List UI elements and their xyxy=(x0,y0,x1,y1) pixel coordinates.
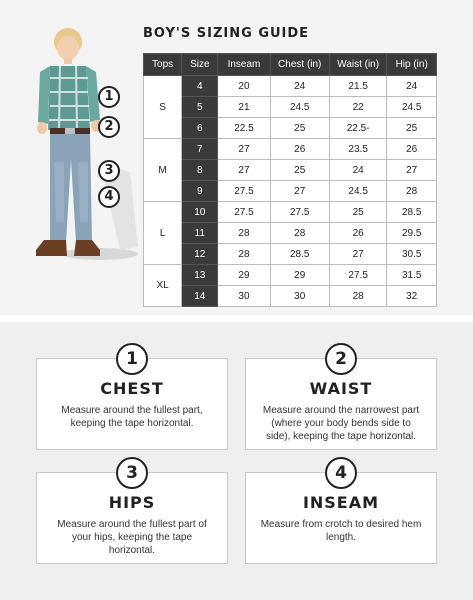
table-row xyxy=(144,265,437,286)
hip-cell: 31.5 xyxy=(387,265,437,286)
chest-cell: 28.5 xyxy=(270,244,329,265)
hip-cell: 26 xyxy=(387,139,437,160)
hip-cell: 32 xyxy=(387,286,437,307)
inseam-cell: 29 xyxy=(218,265,270,286)
marker-hips: 3 xyxy=(98,160,120,182)
measurement-section xyxy=(0,322,473,600)
header-size: Size xyxy=(182,54,218,76)
waist-cell: 27.5 xyxy=(329,265,386,286)
card-number-badge: 2 xyxy=(325,343,357,375)
table-row xyxy=(144,181,437,202)
table-row xyxy=(144,286,437,307)
waist-cell: 25 xyxy=(329,202,386,223)
boy-model-image xyxy=(30,22,140,282)
size-cell: 8 xyxy=(182,160,218,181)
card-chest xyxy=(36,349,228,450)
header-chest: Chest (in) xyxy=(270,54,329,76)
waist-cell: 27 xyxy=(329,244,386,265)
size-cell: 7 xyxy=(182,139,218,160)
hip-cell: 28.5 xyxy=(387,202,437,223)
hip-cell: 27 xyxy=(387,160,437,181)
card-title: CHEST xyxy=(100,379,164,398)
size-cell: 4 xyxy=(182,76,218,97)
waist-cell: 28 xyxy=(329,286,386,307)
header-hip: Hip (in) xyxy=(387,54,437,76)
hip-cell: 29.5 xyxy=(387,223,437,244)
waist-cell: 24.5 xyxy=(329,181,386,202)
header-inseam: Inseam xyxy=(218,54,270,76)
table-header-row xyxy=(144,54,437,76)
chest-cell: 28 xyxy=(270,223,329,244)
tops-size-label: S xyxy=(144,76,182,139)
size-cell: 6 xyxy=(182,118,218,139)
tops-size-label: M xyxy=(144,139,182,202)
waist-cell: 23.5 xyxy=(329,139,386,160)
card-description: Measure from crotch to desired hem length. xyxy=(260,519,422,543)
inseam-cell: 28 xyxy=(218,223,270,244)
card-description: Measure around the narrowest part (where your body bends side to side), keeping the tape horizontal. xyxy=(262,405,420,442)
inseam-cell: 27.5 xyxy=(218,202,270,223)
chest-cell: 30 xyxy=(270,286,329,307)
inseam-cell: 27.5 xyxy=(218,181,270,202)
hip-cell: 24.5 xyxy=(387,97,437,118)
chest-cell: 25 xyxy=(270,160,329,181)
tops-size-label: L xyxy=(144,202,182,265)
inseam-cell: 27 xyxy=(218,139,270,160)
card-waist xyxy=(245,349,437,450)
hip-cell: 24 xyxy=(387,76,437,97)
size-cell: 10 xyxy=(182,202,218,223)
size-cell: 5 xyxy=(182,97,218,118)
marker-chest: 1 xyxy=(98,86,120,108)
size-chart-table xyxy=(143,53,437,307)
table-row xyxy=(144,76,437,97)
chest-cell: 25 xyxy=(270,118,329,139)
size-cell: 9 xyxy=(182,181,218,202)
card-hips xyxy=(36,463,228,564)
chest-cell: 26 xyxy=(270,139,329,160)
inseam-cell: 22.5 xyxy=(218,118,270,139)
table-row xyxy=(144,97,437,118)
table-body xyxy=(144,76,437,307)
card-number-badge: 1 xyxy=(116,343,148,375)
card-number-badge: 4 xyxy=(325,457,357,489)
card-description: Measure around the fullest part of your hips, keeping the tape horizontal. xyxy=(57,519,207,556)
table-row xyxy=(144,202,437,223)
waist-cell: 24 xyxy=(329,160,386,181)
chest-cell: 29 xyxy=(270,265,329,286)
hip-cell: 30.5 xyxy=(387,244,437,265)
hip-cell: 28 xyxy=(387,181,437,202)
inseam-cell: 21 xyxy=(218,97,270,118)
card-title: WAIST xyxy=(309,379,373,398)
inseam-cell: 28 xyxy=(218,244,270,265)
page-title: BOY'S SIZING GUIDE xyxy=(143,26,310,41)
card-number-badge: 3 xyxy=(116,457,148,489)
inseam-cell: 27 xyxy=(218,160,270,181)
size-cell: 12 xyxy=(182,244,218,265)
chest-cell: 27.5 xyxy=(270,202,329,223)
header-waist: Waist (in) xyxy=(329,54,386,76)
waist-cell: 21.5 xyxy=(329,76,386,97)
tops-size-label: XL xyxy=(144,265,182,307)
size-cell: 14 xyxy=(182,286,218,307)
inseam-cell: 20 xyxy=(218,76,270,97)
size-cell: 13 xyxy=(182,265,218,286)
hip-cell: 25 xyxy=(387,118,437,139)
inseam-cell: 30 xyxy=(218,286,270,307)
chest-cell: 24.5 xyxy=(270,97,329,118)
marker-inseam: 4 xyxy=(98,186,120,208)
chest-cell: 24 xyxy=(270,76,329,97)
table-row xyxy=(144,223,437,244)
waist-cell: 22.5- xyxy=(329,118,386,139)
marker-waist: 2 xyxy=(98,116,120,138)
card-title: INSEAM xyxy=(302,493,380,512)
table-row xyxy=(144,160,437,181)
chest-cell: 27 xyxy=(270,181,329,202)
table-row xyxy=(144,244,437,265)
waist-cell: 26 xyxy=(329,223,386,244)
card-description: Measure around the fullest part, keeping the tape horizontal. xyxy=(61,405,203,429)
waist-cell: 22 xyxy=(329,97,386,118)
card-title: HIPS xyxy=(108,493,156,512)
table-row xyxy=(144,118,437,139)
header-tops: Tops xyxy=(144,54,182,76)
size-cell: 11 xyxy=(182,223,218,244)
card-inseam xyxy=(245,463,437,564)
table-row xyxy=(144,139,437,160)
